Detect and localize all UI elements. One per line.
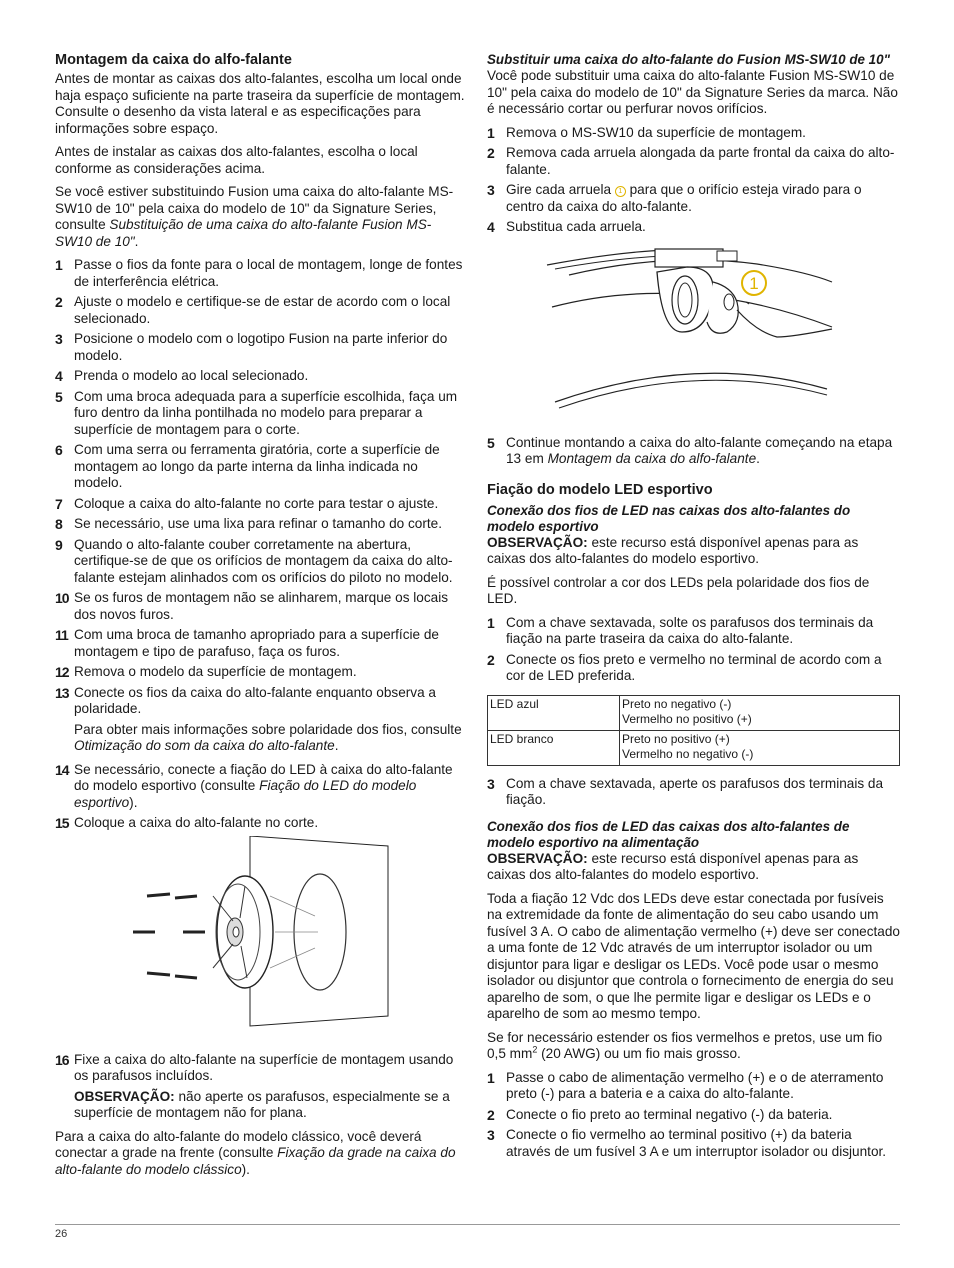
step-item: 6 Com uma serra ou ferramenta giratória, corte a superfície de montagem ao longo da parte interna da linha indicada no modelo. bbox=[55, 442, 440, 490]
washer-illustration bbox=[487, 242, 900, 427]
page-number: 26 bbox=[55, 1228, 68, 1240]
paragraph: Para a caixa do alto-falante do modelo clássico, você deverá conectar a grade na frente (consulte Fixação da grade na caixa do alto-falante do modelo clássico). bbox=[55, 1128, 456, 1177]
note: OBSERVAÇÃO: este recurso está disponível apenas para as caixas dos alto-falantes do modelo esportivo. bbox=[487, 850, 859, 882]
step-item: 10 Se os furos de montagem não se alinharem, marque os locais dos novos furos. bbox=[55, 590, 449, 622]
footer-divider bbox=[55, 1224, 900, 1225]
speaker-mounting-drawing bbox=[55, 836, 465, 1046]
subheading-led-connection: Conexão dos fios de LED nas caixas dos alto-falantes do modelo esportivo bbox=[487, 502, 851, 534]
speaker-mounting-illustration bbox=[55, 836, 465, 1046]
screw-icon bbox=[133, 894, 205, 978]
paragraph: Você pode substituir uma caixa do alto-falante Fusion MS-SW10 de 10" pela caixa do modelo de 10" da Signature Series da marca. Não é necessário cortar ou perfurar novos orifícios. bbox=[487, 68, 898, 116]
steps-list bbox=[55, 257, 465, 832]
cross-reference: Montagem da caixa do alfo-falante bbox=[547, 451, 757, 466]
step-item: 14 Se necessário, conecte a fiação do LED à caixa do alto-falante do modelo esportivo (consulte Fiação do LED do modelo esportivo). bbox=[55, 761, 453, 810]
callout-number-icon: 1 bbox=[615, 186, 626, 197]
step-item: 3 Gire cada arruela 1 para que o orifício esteja virado para o centro da caixa do alto-falante. bbox=[487, 182, 862, 214]
step-item: 9 Quando o alto-falante couber corretamente na abertura, certifique-se de que os orifícios de montagem da caixa do alto-falante estejam alinhados com os orifícios do piloto no modelo. bbox=[55, 536, 453, 585]
washer-drawing bbox=[487, 242, 900, 427]
table-cell: LED azul bbox=[488, 695, 620, 730]
right-column bbox=[487, 52, 900, 1164]
paragraph: Toda a fiação 12 Vdc dos LEDs deve estar conectada por fusíveis na extremidade da fonte de alimentação do seu cabo usando um fusível 3 A. O cabo de alimentação vermelho (+) deve ser conectado a uma fonte de 12 Vdc através de um interruptor isolador ou um disjuntor para ligar e desligar os LEDs. Você pode usar o mesmo isolador ou disjuntor que controla o fornecimento de energia do seu aparelho de som, o que lhe permite ligar e desligar os LEDs e o aparelho de som ao mesmo tempo. bbox=[487, 890, 900, 1021]
step-item: 1 Passe o fios da fonte para o local de montagem, longe de fontes de interferência elétrica. bbox=[55, 257, 463, 289]
step-item: 2 Conecte os fios preto e vermelho no terminal de acordo com a cor de LED preferida. bbox=[487, 651, 882, 683]
callout-number: 1 bbox=[749, 273, 759, 293]
table-cell: Preto no positivo (+) Vermelho no negativo (-) bbox=[620, 730, 900, 765]
left-column bbox=[55, 52, 465, 1185]
step-note: OBSERVAÇÃO: não aperte os parafusos, especialmente se a superfície de montagem não for plana. bbox=[74, 1088, 450, 1120]
step-item: 7 Coloque a caixa do alto-falante no corte para testar o ajuste. bbox=[55, 495, 439, 512]
paragraph: Se você estiver substituindo Fusion uma caixa do alto-falante MS-SW10 de 10" pela caixa do modelo de 10" da Signature Series, consulte Substituição de uma caixa do alto-falante Fusion MS-SW10 de 10". bbox=[55, 184, 454, 249]
section-heading-mounting: Montagem da caixa do alfo-falante bbox=[55, 52, 292, 68]
step-item: 16 Fixe a caixa do alto-falante na superfície de montagem usando os parafusos incluídos. bbox=[55, 1051, 454, 1083]
note: OBSERVAÇÃO: este recurso está disponível apenas para as caixas dos alto-falantes do modelo esportivo. bbox=[487, 534, 859, 566]
step-item: 2 Conecte o fio preto ao terminal negativo (-) da bateria. bbox=[487, 1106, 833, 1123]
step-item: 12 Remova o modelo da superfície de montagem. bbox=[55, 664, 357, 680]
step-item: 1 Remova o MS-SW10 da superfície de montagem. bbox=[487, 124, 806, 141]
step-item: 5 Com uma broca adequada para a superfície escolhida, faça um furo dentro da linha pontilhada no modelo para preparar a superfície de montagem para o corte. bbox=[55, 388, 458, 437]
step-item: 1 Passe o cabo de alimentação vermelho (+) e o de aterramento preto (-) para a bateria e a caixa do alto-falante. bbox=[487, 1069, 884, 1101]
step-item: 4 Prenda o modelo ao local selecionado. bbox=[55, 368, 309, 384]
step-item: 8 Se necessário, use uma lixa para refinar o tamanho do corte. bbox=[55, 516, 442, 532]
paragraph: É possível controlar a cor dos LEDs pela polaridade dos fios de LED. bbox=[487, 574, 870, 606]
table-cell: Preto no negativo (-) Vermelho no positivo (+) bbox=[620, 695, 900, 730]
step-item: 3 Posicione o modelo com o logotipo Fusion na parte inferior do modelo. bbox=[55, 331, 448, 363]
step-item: 1 Com a chave sextavada, solte os parafusos dos terminais da fiação na parte traseira da caixa do alto-falante. bbox=[487, 614, 874, 646]
section-heading-led: Fiação do modelo LED esportivo bbox=[487, 481, 713, 498]
step-item: 15 Coloque a caixa do alto-falante no corte. bbox=[55, 815, 319, 831]
paragraph: Antes de instalar as caixas dos alto-falantes, escolha o local conforme as considerações acima. bbox=[55, 144, 418, 176]
subheading-replace: Substituir uma caixa do alto-falante do Fusion MS-SW10 de 10" bbox=[487, 52, 890, 67]
led-color-table bbox=[487, 695, 900, 766]
step-item: 4 Substitua cada arruela. bbox=[487, 219, 646, 235]
paragraph: Se for necessário estender os fios vermelhos e pretos, use um fio 0,5 $mm^2$ (20 AWG) ou um fio mais grosso. bbox=[487, 1029, 883, 1061]
paragraph: Antes de montar as caixas dos alto-falantes, escolha um local onde haja espaço suficiente na parte traseira da superfície de montagem. Consulte o desenho da vista lateral e as especificações para informações sobre espaço. bbox=[55, 71, 465, 136]
cross-reference: Otimização do som da caixa do alto-falante bbox=[74, 738, 335, 753]
table-row bbox=[488, 695, 900, 730]
subheading-led-power: Conexão dos fios de LED das caixas dos alto-falantes de modelo esportivo na alimentação bbox=[487, 818, 850, 850]
cross-reference: Substituição de uma caixa do alto-falante Fusion MS-SW10 de 10" bbox=[55, 217, 432, 249]
table-cell: LED branco bbox=[488, 730, 620, 765]
step-item: 11 Com uma broca de tamanho apropriado para a superfície de montagem e tipo de parafuso, faça os furos. bbox=[55, 627, 439, 659]
table-row bbox=[488, 730, 900, 765]
step-item: 2 Ajuste o modelo e certifique-se de estar de acordo com o local selecionado. bbox=[55, 294, 451, 326]
cross-reference: Fiação do LED do modelo esportivo bbox=[74, 778, 417, 810]
step-item: 3 Com a chave sextavada, aperte os parafusos dos terminais da fiação. bbox=[487, 775, 884, 807]
step-item: 3 Conecte o fio vermelho ao terminal positivo (+) da bateria através de um fusível 3 A e um interruptor isolador ou disjuntor. bbox=[487, 1127, 887, 1159]
step-item: 5 Continue montando a caixa do alto-falante começando na etapa 13 em Montagem da caixa do alfo-falante. bbox=[487, 434, 893, 466]
cross-reference: Fixação da grade na caixa do alto-falante do modelo clássico bbox=[55, 1145, 456, 1177]
step-note: Para obter mais informações sobre polaridade dos fios, consulte Otimização do som da caixa do alto-falante. bbox=[74, 721, 462, 753]
step-item: 13 Conecte os fios da caixa do alto-falante enquanto observa a polaridade. bbox=[55, 684, 436, 716]
step-item: 2 Remova cada arruela alongada da parte frontal da caixa do alto-falante. bbox=[487, 145, 895, 177]
